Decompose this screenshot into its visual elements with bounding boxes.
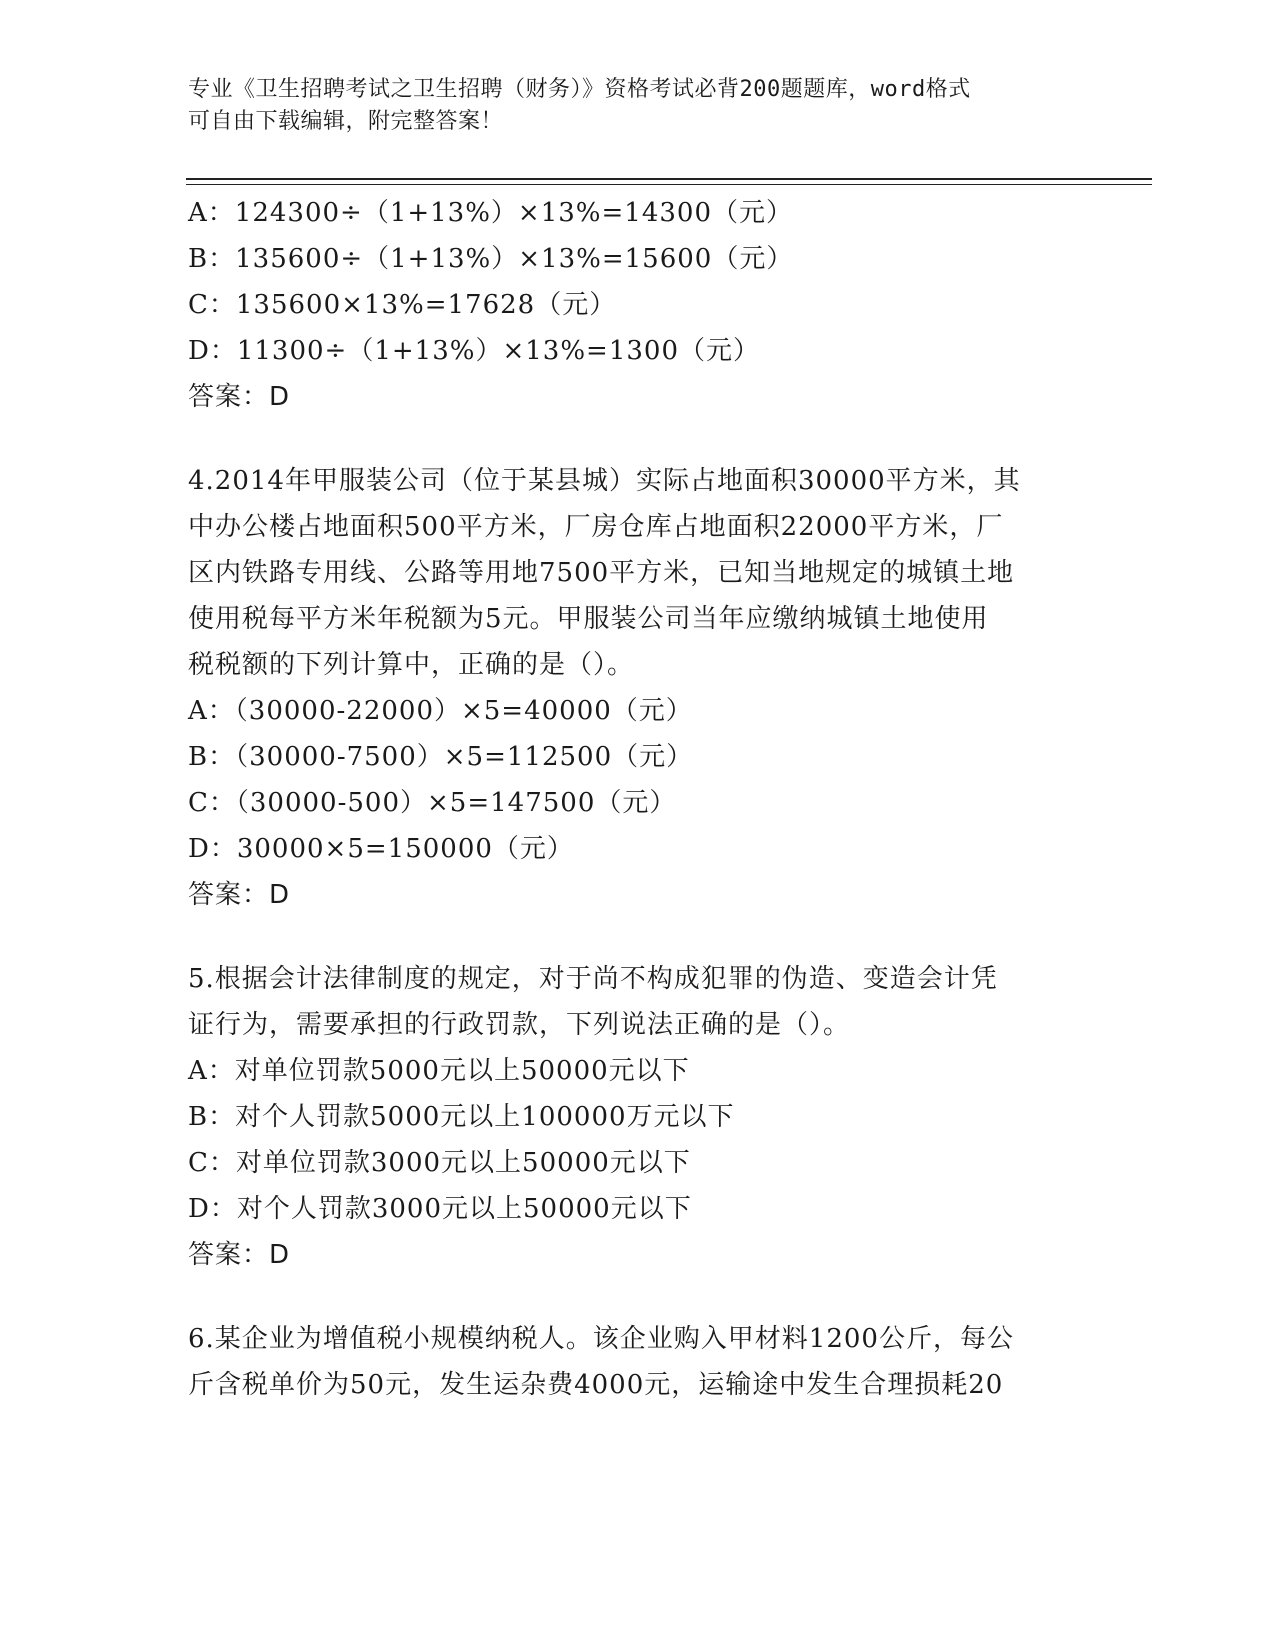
stem-line: 4.2014年甲服装公司（位于某县城）实际占地面积30000平方米，其 [188, 466, 1021, 496]
stem-line: 中办公楼占地面积500平方米，厂房仓库占地面积22000平方米，厂 [188, 512, 1004, 542]
question-stem [188, 1316, 1088, 1408]
question-4 [188, 458, 1088, 918]
question-stem [188, 956, 1088, 1048]
stem-line: 证行为，需要承担的行政罚款，下列说法正确的是（）。 [188, 1010, 851, 1040]
stem-line: 税税额的下列计算中，正确的是（）。 [188, 650, 635, 680]
document-header [188, 74, 1088, 138]
option-b: B：（30000-7500）×5=112500（元） [188, 742, 694, 772]
question-stem [188, 458, 1088, 688]
header-rule-thin [186, 184, 1152, 185]
answer: 答案：D [188, 1240, 291, 1270]
stem-line: 区内铁路专用线、公路等用地7500平方米，已知当地规定的城镇土地 [188, 558, 1015, 588]
option-d: D：对个人罚款3000元以上50000元以下 [188, 1194, 692, 1224]
option-b: B：135600÷（1+13%）×13%=15600（元） [188, 244, 794, 274]
document-body [188, 190, 1088, 1408]
option-d: D：11300÷（1+13%）×13%=1300（元） [188, 336, 760, 366]
option-a: A：对单位罚款5000元以上50000元以下 [188, 1056, 690, 1086]
answer: 答案：D [188, 382, 291, 412]
answer: 答案：D [188, 880, 291, 910]
option-d: D：30000×5=150000（元） [188, 834, 574, 864]
option-c: C：（30000-500）×5=147500（元） [188, 788, 677, 818]
question-5 [188, 956, 1088, 1278]
header-title-line-2: 可自由下载编辑，附完整答案！ [188, 109, 504, 134]
stem-line: 6.某企业为增值税小规模纳税人。该企业购入甲材料1200公斤，每公 [188, 1324, 1014, 1354]
option-a: A：124300÷（1+13%）×13%=14300（元） [188, 198, 793, 228]
stem-line: 5.根据会计法律制度的规定，对于尚不构成犯罪的伪造、变造会计凭 [188, 964, 998, 994]
stem-line: 斤含税单价为50元，发生运杂费4000元，运输途中发生合理损耗20 [188, 1370, 1004, 1400]
header-title-line-1: 专业《卫生招聘考试之卫生招聘（财务）》资格考试必背200题题库，word格式 [188, 77, 971, 102]
option-b: B：对个人罚款5000元以上100000万元以下 [188, 1102, 735, 1132]
option-a: A：（30000-22000）×5=40000（元） [188, 696, 693, 726]
stem-line: 使用税每平方米年税额为5元。甲服装公司当年应缴纳城镇土地使用 [188, 604, 989, 634]
question-6 [188, 1316, 1088, 1408]
option-c: C：对单位罚款3000元以上50000元以下 [188, 1148, 691, 1178]
option-c: C：135600×13%=17628（元） [188, 290, 617, 320]
question-3 [188, 190, 1088, 420]
header-rule-thick [186, 178, 1152, 180]
